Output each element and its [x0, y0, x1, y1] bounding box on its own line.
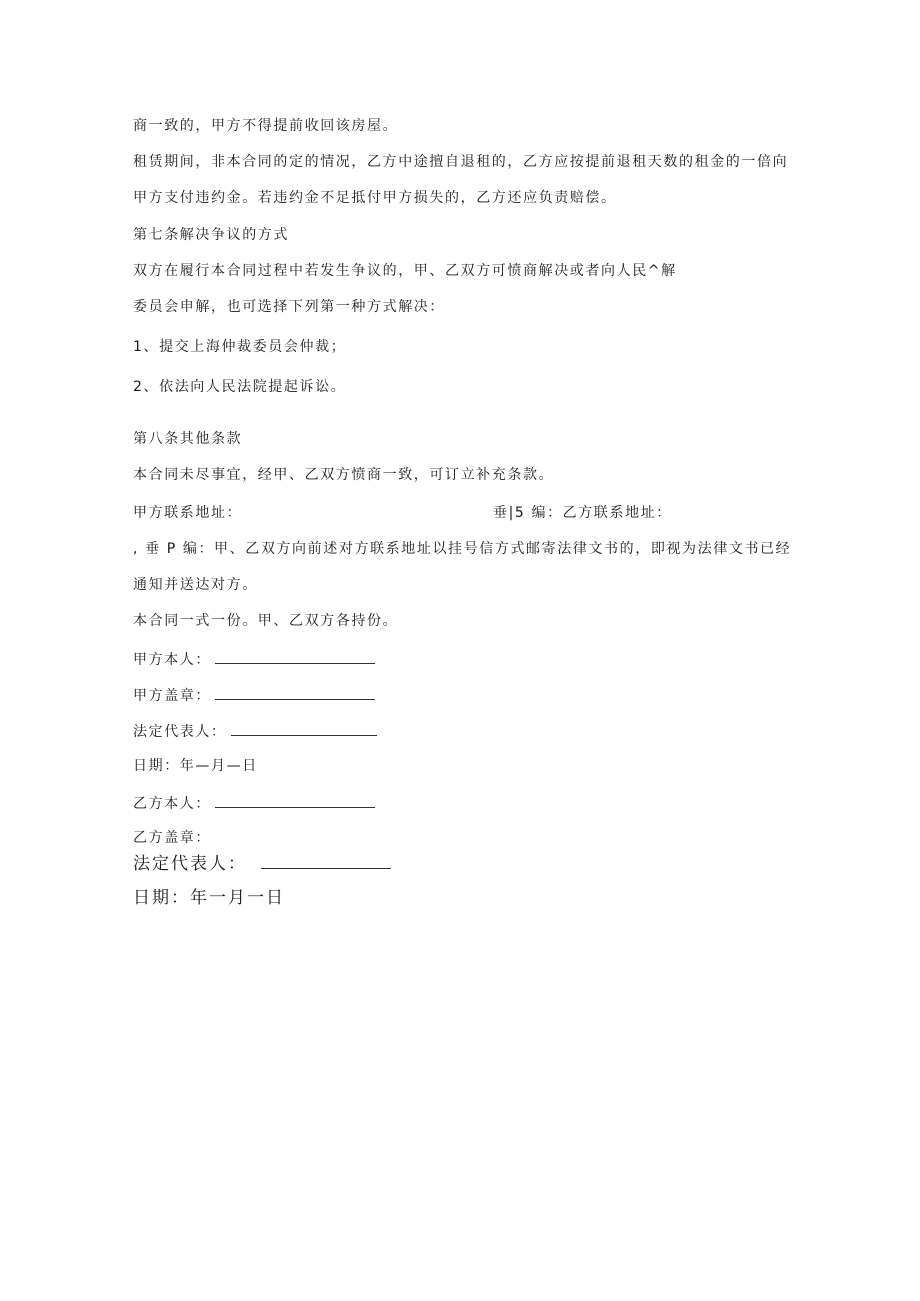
signature-party-b-person: [133, 793, 375, 813]
signature-party-b-seal: 乙方盖章：: [133, 830, 211, 846]
signature-label: 乙方本人：: [133, 796, 211, 812]
signature-party-b-date: 日期：年一月一日: [133, 888, 285, 908]
list-item: 1、提交上海仲裁委员会仲裁；: [133, 339, 347, 355]
text-line: 本合同未尽事宜，经甲、乙双方愤商一致，可订立补充条款。: [133, 467, 555, 483]
text-line: 双方在履行本合同过程中若发生争议的，甲、乙双方可愤商解决或者向人民^解: [133, 263, 677, 279]
signature-label: 法定代表人：: [133, 724, 227, 740]
signature-blank: [215, 685, 375, 700]
list-item: 2、依法向人民法院提起诉讼。: [133, 379, 347, 395]
signature-party-a-seal: [133, 685, 375, 705]
signature-label: 甲方本人：: [133, 652, 211, 668]
section-heading-7: 第七条解决争议的方式: [133, 227, 289, 243]
signature-blank: [215, 649, 375, 664]
signature-blank: [215, 793, 375, 808]
signature-party-a-person: [133, 649, 375, 669]
party-b-address-label: 垂|5 编：乙方联系地址：: [493, 505, 672, 521]
signature-party-a-date: 日期：年—月—日: [133, 758, 258, 774]
text-line: 租赁期间，非本合同的定的情况，乙方中途擅自退租的，乙方应按提前退租天数的租金的一倍向: [133, 154, 789, 170]
signature-blank: [261, 854, 391, 869]
text-line: 委员会申解，也可选择下列第一种方式解决：: [133, 299, 445, 315]
signature-party-a-rep: [133, 721, 377, 741]
text-line: 本合同一式一份。甲、乙双方各持份。: [133, 613, 399, 629]
text-line: 商一致的，甲方不得提前收回该房屋。: [133, 118, 399, 134]
section-heading-8: 第八条其他条款: [133, 431, 243, 447]
text-line: 通知并送达对方。: [133, 577, 258, 593]
signature-blank: [231, 721, 377, 736]
text-line: 甲方支付违约金。若违约金不足抵付甲方损失的，乙方还应负责赔偿。: [133, 190, 617, 206]
signature-party-b-rep: [133, 853, 391, 875]
signature-label: 甲方盖章：: [133, 688, 211, 704]
party-a-address-label: 甲方联系地址：: [133, 505, 243, 521]
signature-label: 法定代表人：: [133, 854, 247, 874]
text-line: , 垂 P 编：甲、乙双方向前述对方联系地址以挂号信方式邮寄法律文书的，即视为法律文书已经: [133, 541, 792, 557]
